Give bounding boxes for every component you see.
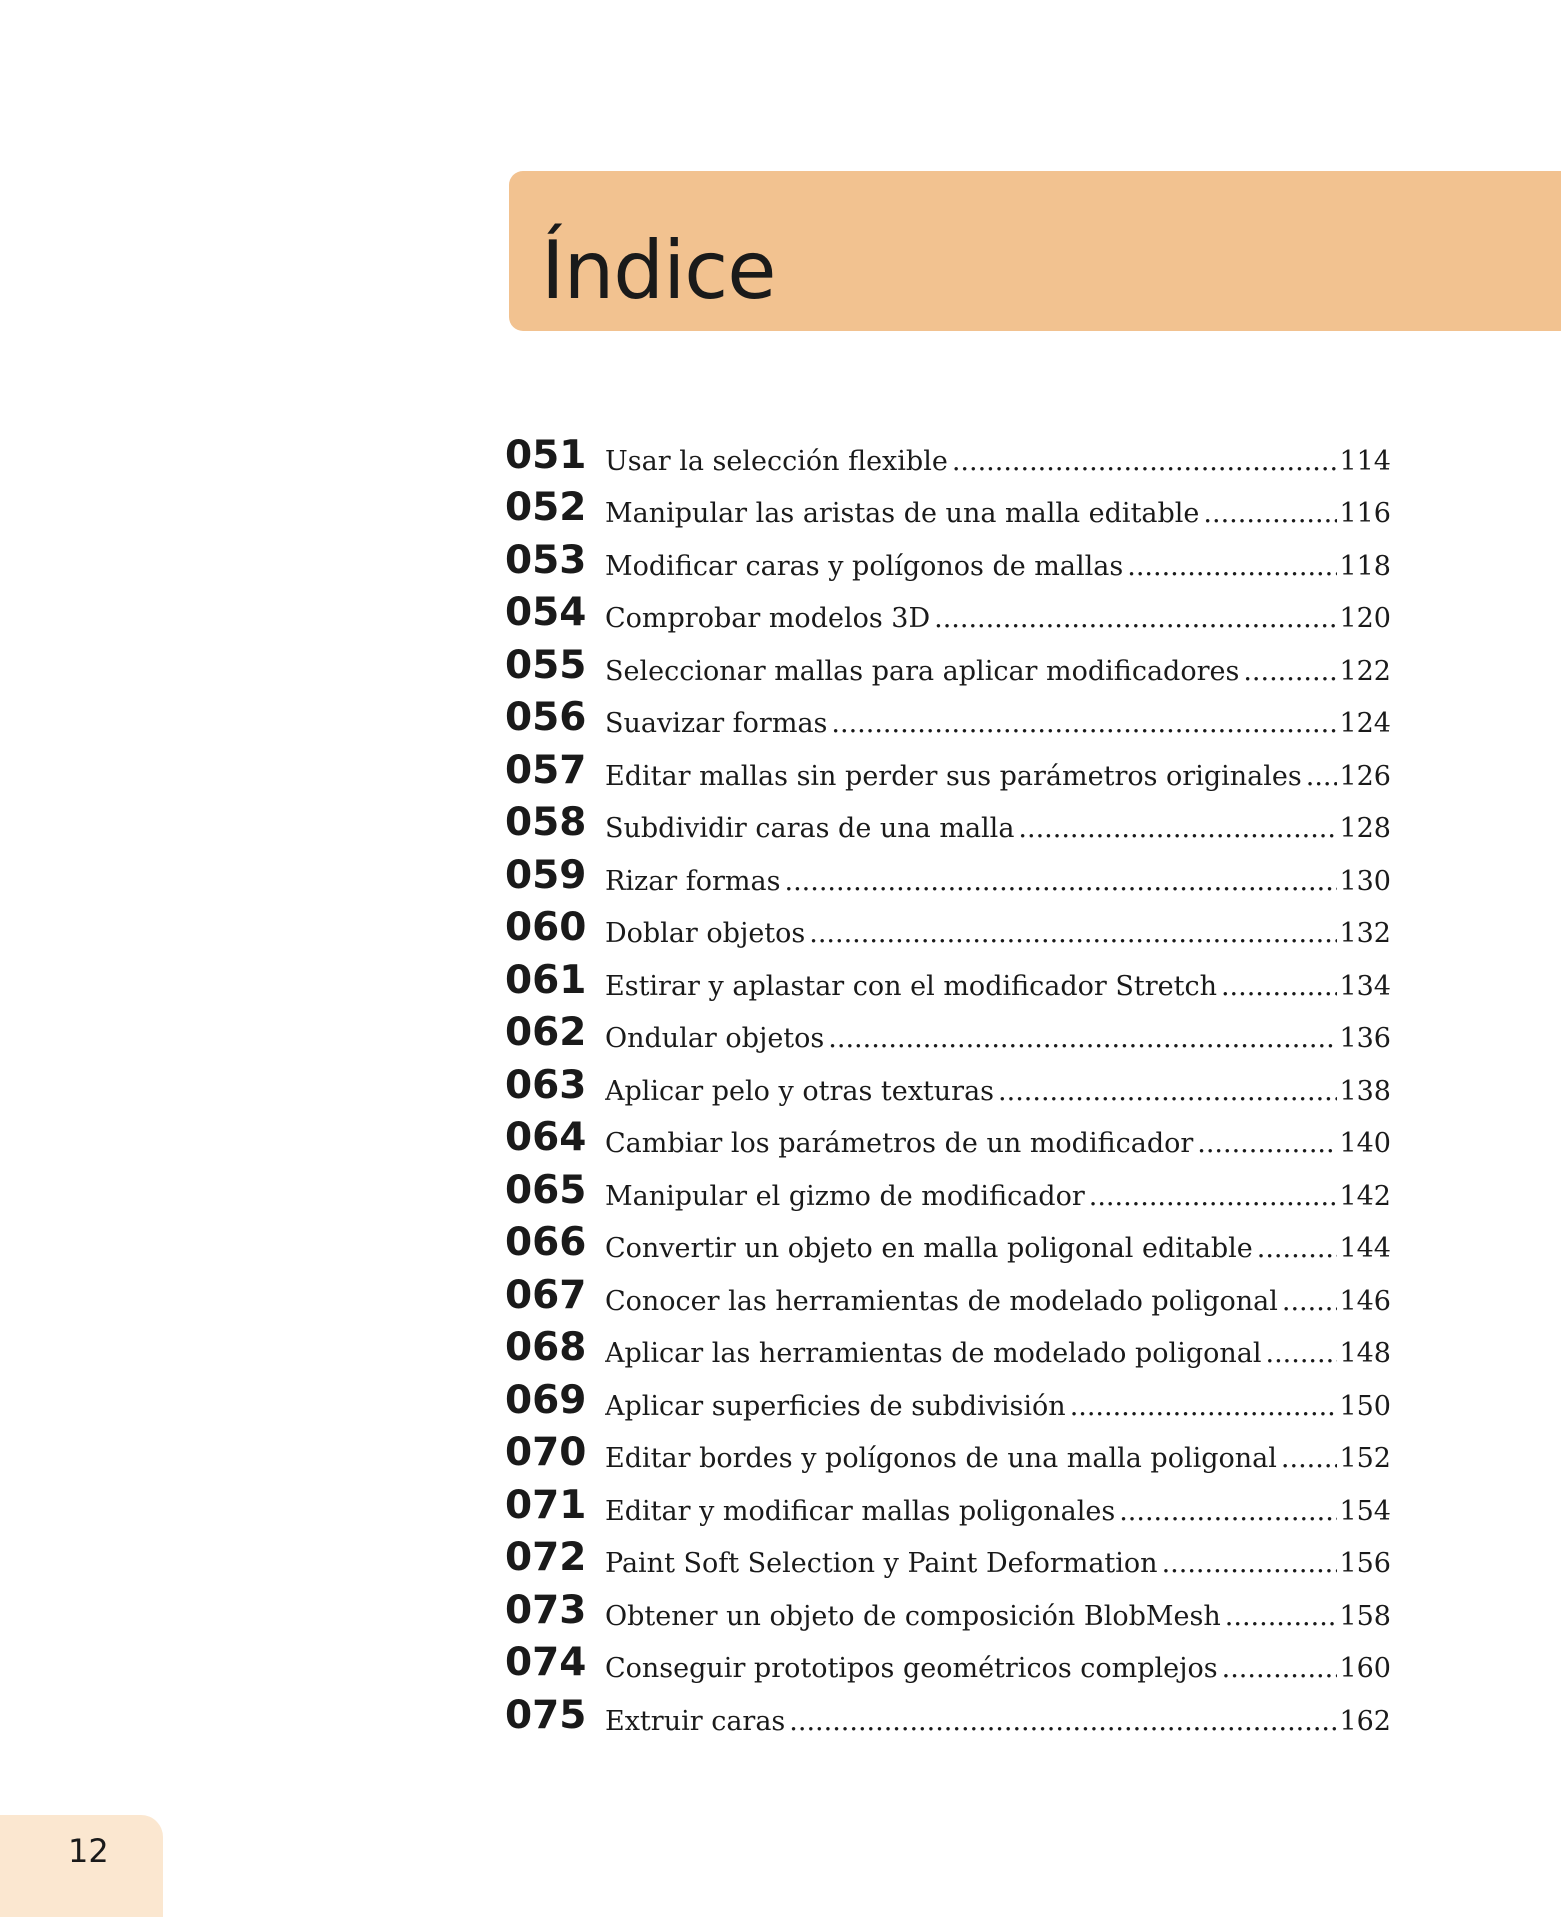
page-title: Índice — [541, 224, 776, 317]
toc-entry-text — [605, 658, 1391, 691]
dot-leader — [1119, 1498, 1337, 1525]
toc-entry-page: 154 — [1339, 1497, 1391, 1527]
toc-entry[interactable] — [505, 691, 1391, 744]
toc-entry-title: Comprobar modelos 3D — [605, 605, 931, 634]
toc-entry-text — [605, 1393, 1391, 1426]
toc-entry-page: 122 — [1339, 657, 1391, 687]
toc-entry-title: Editar bordes y polígonos de una malla poligonal — [605, 1445, 1277, 1474]
dot-leader — [828, 1025, 1337, 1052]
toc-entry-title: Ondular objetos — [605, 1025, 825, 1054]
toc-entry-number: 056 — [505, 695, 587, 740]
toc-entry-page: 158 — [1339, 1602, 1391, 1632]
dot-leader — [1225, 1603, 1338, 1630]
toc-entry-text — [605, 1708, 1391, 1741]
toc-entry[interactable] — [505, 638, 1391, 691]
toc-entry[interactable] — [505, 1006, 1391, 1059]
toc-entry-number: 068 — [505, 1325, 587, 1370]
toc-entry-text — [605, 500, 1391, 533]
dot-leader — [1266, 1340, 1338, 1367]
toc-entry-page: 138 — [1339, 1077, 1391, 1107]
toc-entry-title: Doblar objetos — [605, 920, 806, 949]
toc-entry-text — [605, 710, 1391, 743]
toc-entry-page: 156 — [1339, 1550, 1391, 1579]
toc-entry[interactable] — [505, 953, 1391, 1006]
toc-entry-text — [605, 605, 1391, 638]
dot-leader — [1222, 1655, 1338, 1682]
dot-leader — [934, 605, 1337, 632]
dot-leader — [1203, 500, 1337, 527]
toc-entry-number: 062 — [505, 1010, 587, 1055]
toc-entry-number: 071 — [505, 1482, 587, 1528]
toc-entry-number: 060 — [505, 905, 587, 950]
toc-entry-title: Obtener un objeto de composición BlobMesh — [605, 1602, 1221, 1632]
toc-entry-number: 072 — [505, 1535, 587, 1580]
toc-entry-number: 069 — [505, 1377, 587, 1423]
toc-entry-text — [605, 1078, 1391, 1111]
toc-entry-page: 152 — [1339, 1445, 1391, 1474]
header-band — [509, 171, 1561, 331]
toc-entry-title: Rizar formas — [605, 867, 781, 897]
toc-entry-number: 052 — [505, 485, 587, 530]
toc-entry-text — [605, 815, 1391, 848]
toc-entry[interactable] — [505, 428, 1391, 481]
toc-entry-title: Aplicar superficies de subdivisión — [605, 1392, 1066, 1422]
toc-entry-page: 136 — [1339, 1025, 1391, 1054]
toc-entry-text — [605, 1025, 1391, 1058]
toc-entry-page: 144 — [1339, 1235, 1391, 1264]
toc-entry-number: 075 — [505, 1692, 587, 1738]
toc-entry-title: Convertir un objeto en malla poligonal editable — [605, 1235, 1253, 1264]
toc-entry-page: 128 — [1339, 815, 1391, 844]
dot-leader — [1162, 1550, 1338, 1577]
toc-entry-title: Conseguir prototipos geométricos complejos — [605, 1655, 1218, 1684]
toc-entry[interactable] — [505, 481, 1391, 534]
toc-entry[interactable] — [505, 1321, 1391, 1374]
toc-entry-number: 074 — [505, 1640, 587, 1685]
toc-entry[interactable] — [505, 1163, 1391, 1216]
toc-entry-title: Usar la selección flexible — [605, 447, 948, 477]
toc-entry-title: Editar y modificar mallas poligonales — [605, 1497, 1116, 1527]
toc-entry-text — [605, 1655, 1391, 1688]
toc-entry-title: Aplicar pelo y otras texturas — [605, 1077, 995, 1107]
dot-leader — [1243, 658, 1337, 685]
dot-leader — [1197, 1130, 1337, 1157]
toc-entry[interactable] — [505, 533, 1391, 586]
toc-entry-page: 140 — [1339, 1130, 1391, 1159]
toc-entry[interactable] — [505, 796, 1391, 849]
toc-entry-text — [605, 448, 1391, 481]
toc-entry-text — [605, 1603, 1391, 1636]
toc-entry-title: Cambiar los parámetros de un modificador — [605, 1130, 1194, 1159]
toc-entry-title: Editar mallas sin perder sus parámetros originales — [605, 762, 1302, 792]
toc-entry-number: 070 — [505, 1430, 587, 1475]
toc-entry-text — [605, 1550, 1391, 1583]
toc-entry-text — [605, 763, 1391, 796]
toc-entry[interactable] — [505, 1058, 1391, 1111]
toc-entry-number: 055 — [505, 642, 587, 688]
toc-entry-title: Manipular las aristas de una malla editable — [605, 500, 1200, 529]
toc-entry-number: 051 — [505, 432, 587, 478]
table-of-contents — [505, 428, 1391, 1741]
dot-leader — [998, 1078, 1337, 1105]
toc-entry-title: Manipular el gizmo de modificador — [605, 1182, 1085, 1212]
toc-entry-page: 126 — [1339, 762, 1391, 792]
toc-entry[interactable] — [505, 1583, 1391, 1636]
toc-entry[interactable] — [505, 1531, 1391, 1584]
toc-entry-title: Extruir caras — [605, 1707, 786, 1737]
toc-entry-page: 160 — [1339, 1655, 1391, 1684]
toc-entry-number: 066 — [505, 1220, 587, 1265]
toc-entry[interactable] — [505, 1636, 1391, 1689]
toc-entry-text — [605, 920, 1391, 953]
toc-entry[interactable] — [505, 1426, 1391, 1479]
toc-entry-page: 130 — [1339, 867, 1391, 897]
toc-entry-title: Aplicar las herramientas de modelado poligonal — [605, 1340, 1262, 1369]
toc-entry[interactable] — [505, 848, 1391, 901]
toc-entry-text — [605, 1340, 1391, 1373]
dot-leader — [1089, 1183, 1338, 1210]
toc-entry-number: 061 — [505, 957, 587, 1003]
toc-entry[interactable] — [505, 586, 1391, 639]
toc-entry-text — [605, 1183, 1391, 1216]
toc-entry[interactable] — [505, 1373, 1391, 1426]
toc-entry-page: 120 — [1339, 605, 1391, 634]
toc-entry-page: 150 — [1339, 1392, 1391, 1422]
toc-entry-text — [605, 1130, 1391, 1163]
dot-leader — [809, 920, 1337, 947]
toc-entry-number: 067 — [505, 1272, 587, 1318]
toc-entry-title: Subdividir caras de una malla — [605, 815, 1015, 844]
toc-entry[interactable] — [505, 1216, 1391, 1269]
toc-entry-page: 114 — [1339, 447, 1391, 477]
toc-entry-title: Paint Soft Selection y Paint Deformation — [605, 1550, 1158, 1579]
toc-entry-text — [605, 1235, 1391, 1268]
toc-entry[interactable] — [505, 743, 1391, 796]
dot-leader — [785, 868, 1338, 895]
toc-entry-page: 146 — [1339, 1287, 1391, 1317]
toc-entry-page: 148 — [1339, 1340, 1391, 1369]
dot-leader — [1281, 1445, 1338, 1472]
dot-leader — [1127, 553, 1337, 580]
toc-entry-number: 059 — [505, 852, 587, 898]
toc-entry-number: 058 — [505, 800, 587, 845]
toc-entry-page: 142 — [1339, 1182, 1391, 1212]
dot-leader — [1306, 763, 1338, 790]
toc-entry-number: 057 — [505, 747, 587, 793]
toc-entry-text — [605, 973, 1391, 1006]
toc-entry-text — [605, 553, 1391, 586]
toc-entry-text — [605, 1498, 1391, 1531]
toc-entry-number: 064 — [505, 1115, 587, 1160]
toc-entry[interactable] — [505, 1111, 1391, 1164]
toc-entry-page: 132 — [1339, 920, 1391, 949]
page-number: 12 — [68, 1832, 109, 1870]
toc-entry-number: 053 — [505, 537, 587, 583]
toc-entry-title: Conocer las herramientas de modelado poligonal — [605, 1287, 1278, 1317]
dot-leader — [1070, 1393, 1338, 1420]
toc-entry-page: 134 — [1339, 972, 1391, 1002]
toc-entry-text — [605, 1288, 1391, 1321]
toc-entry-number: 073 — [505, 1587, 587, 1633]
toc-entry-title: Seleccionar mallas para aplicar modificadores — [605, 657, 1240, 687]
dot-leader — [789, 1708, 1337, 1735]
dot-leader — [1221, 973, 1337, 1000]
toc-entry-title: Suavizar formas — [605, 710, 828, 739]
toc-entry-number: 063 — [505, 1062, 587, 1108]
toc-entry-number: 054 — [505, 590, 587, 635]
toc-entry[interactable] — [505, 1688, 1391, 1741]
toc-entry[interactable] — [505, 1478, 1391, 1531]
toc-entry-text — [605, 868, 1391, 901]
toc-entry-page: 124 — [1339, 710, 1391, 739]
toc-entry-page: 116 — [1339, 500, 1391, 529]
dot-leader — [1018, 815, 1337, 842]
dot-leader — [1257, 1235, 1338, 1262]
toc-entry-text — [605, 1445, 1391, 1478]
toc-entry-title: Modificar caras y polígonos de mallas — [605, 552, 1124, 582]
toc-entry-page: 118 — [1339, 552, 1391, 582]
dot-leader — [1282, 1288, 1338, 1315]
toc-entry-page: 162 — [1339, 1707, 1391, 1737]
toc-entry-title: Estirar y aplastar con el modificador Stretch — [605, 972, 1217, 1002]
toc-entry[interactable] — [505, 901, 1391, 954]
page-number-tab — [0, 1815, 163, 1917]
toc-entry-number: 065 — [505, 1167, 587, 1213]
toc-entry[interactable] — [505, 1268, 1391, 1321]
dot-leader — [952, 448, 1338, 475]
dot-leader — [831, 710, 1337, 737]
